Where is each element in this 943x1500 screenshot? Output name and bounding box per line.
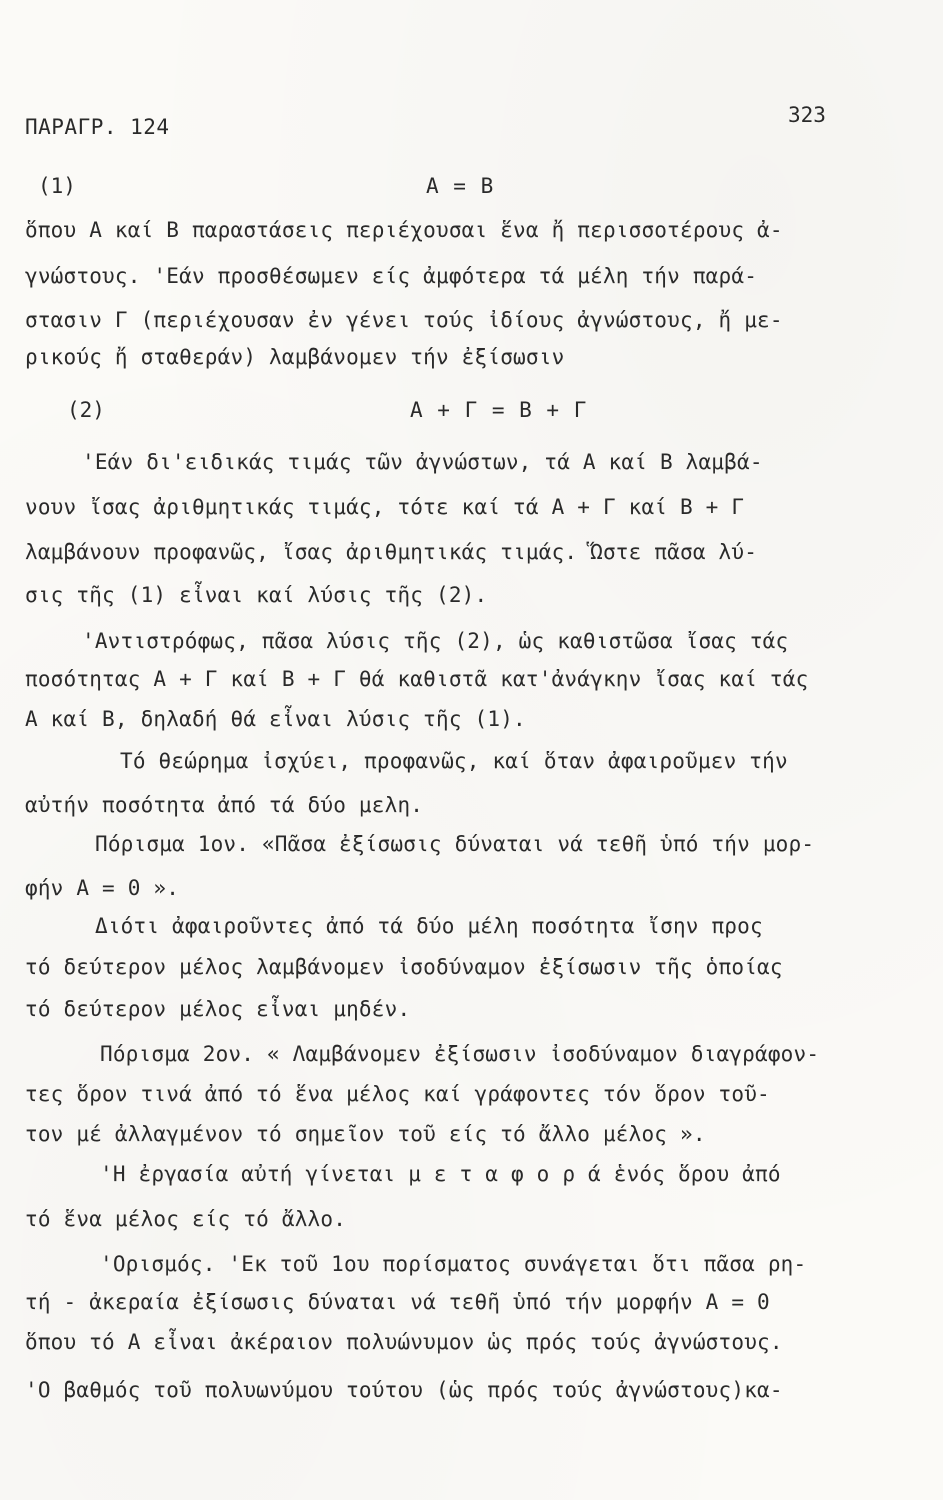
section-header: ΠΑΡΑΓΡ. 124: [25, 115, 170, 139]
text-line: 'Ο βαθμός τοῦ πολυωνύμου τούτου (ὡς πρός τούς ἀγνώστους)κα-: [25, 1378, 783, 1402]
text-line: 'Αντιστρόφως, πᾶσα λύσις τῆς (2), ὡς καθιστῶσα ἴσας τάς: [82, 629, 789, 653]
corollary-2: Πόρισμα 2ον. « Λαμβάνομεν ἐξίσωσιν ἰσοδύναμον διαγράφον-: [100, 1042, 820, 1066]
text-line: 'Η ἐργασία αὐτή γίνεται μ ε τ α φ ο ρ ά ἑνός ὅρου ἀπό: [100, 1162, 781, 1186]
definition: 'Ορισμός. 'Εκ τοῦ 1ου πορίσματος συνάγεται ὅτι πᾶσα ρη-: [100, 1252, 807, 1276]
text-line: φήν Α = 0 ».: [25, 876, 180, 900]
text-line: λαμβάνουν προφανῶς, ἴσας ἀριθμητικάς τιμάς. Ὥστε πᾶσα λύ-: [25, 540, 758, 564]
page-number: 323: [788, 103, 826, 127]
text-line: νουν ἴσας ἀριθμητικάς τιμάς, τότε καί τά Α + Γ καί Β + Γ: [25, 495, 745, 519]
text-line: στασιν Γ (περιέχουσαν ἐν γένει τούς ἰδίους ἀγνώστους, ἤ με-: [25, 308, 783, 332]
corollary-1: Πόρισμα 1ον. «Πᾶσα ἐξίσωσις δύναται νά τεθῆ ὑπό τήν μορ-: [95, 832, 815, 856]
text-line: τες ὅρον τινά ἀπό τό ἕνα μέλος καί γράφοντες τόν ὅρον τοῦ-: [25, 1082, 770, 1106]
text-line: Τό θεώρημα ἰσχύει, προφανῶς, καί ὅταν ἀφαιροῦμεν τήν: [120, 749, 788, 773]
text-line: σις τῆς (1) εἶναι καί λύσις τῆς (2).: [25, 583, 488, 607]
text-line: Α καί Β, δηλαδή θά εἶναι λύσις τῆς (1).: [25, 707, 526, 731]
text-line: τό ἕνα μέλος είς τό ἄλλο.: [25, 1207, 347, 1231]
text-line: ὅπου τό Α εἶναι ἀκέραιον πολυώνυμον ὡς πρός τούς ἀγνώστους.: [25, 1330, 783, 1354]
equation-1-label: (1): [38, 174, 76, 198]
equation-2-label: (2): [67, 398, 105, 422]
equation-1-formula: Α = Β: [426, 174, 495, 198]
text-line: γνώστους. 'Εάν προσθέσωμεν είς ἀμφότερα τά μέλη τήν παρά-: [25, 264, 758, 288]
text-line: τό δεύτερον μέλος λαμβάνομεν ἰσοδύναμον ἐξίσωσιν τῆς ὁποίας: [25, 955, 783, 979]
text-line: 'Εάν δι'ειδικάς τιμάς τῶν ἀγνώστων, τά Α καί Β λαμβά-: [82, 450, 763, 474]
text-line: ρικούς ἤ σταθεράν) λαμβάνομεν τήν ἐξίσωσιν: [25, 345, 565, 369]
text-line: τό δεύτερον μέλος εἶναι μηδέν.: [25, 997, 411, 1021]
text-line: Διότι ἀφαιροῦντες ἀπό τά δύο μέλη ποσότητα ἴσην προς: [95, 914, 763, 938]
text-line: τον μέ ἀλλαγμένον τό σημεῖον τοῦ είς τό ἄλλο μέλος ».: [25, 1122, 706, 1146]
text-line: αὐτήν ποσότητα ἀπό τά δύο μελη.: [25, 793, 424, 817]
text-line: τή - ἀκεραία ἐξίσωσις δύναται νά τεθῆ ὑπό τήν μορφήν Α = 0: [25, 1290, 770, 1314]
text-line: ποσότητας Α + Γ καί Β + Γ θά καθιστᾶ κατ'ἀνάγκην ἴσας καί τάς: [25, 667, 809, 691]
text-line: ὅπου Α καί Β παραστάσεις περιέχουσαι ἕνα ἤ περισσοτέρους ἀ-: [25, 218, 783, 242]
equation-2-formula: Α + Γ = Β + Γ: [410, 398, 588, 422]
